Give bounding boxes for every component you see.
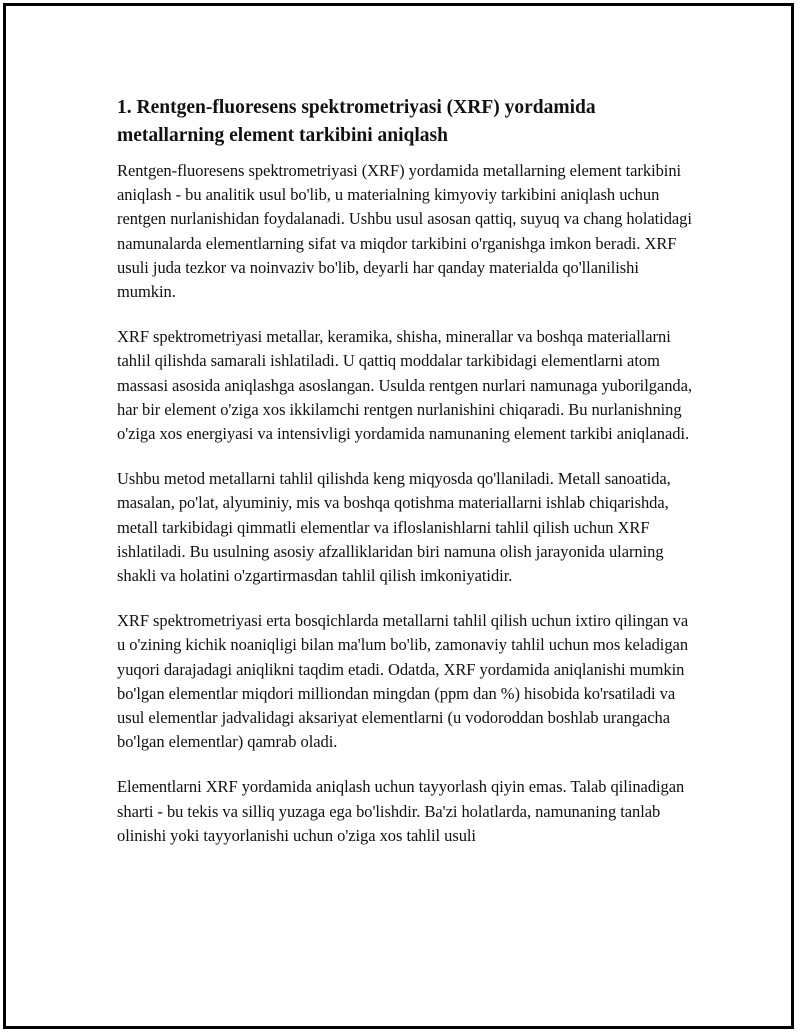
paragraph-2: XRF spektrometriyasi metallar, keramika, shisha, minerallar va boshqa materiallarni tahlil qilishda samarali ishlatiladi. U qattiq moddalar tarkibidagi elementlarni atom massasi asosida aniqlashga asoslangan. Usulda rentgen nurlari namunaga yuborilganda, har bir element o'ziga xos ikkilamchi rentgen nurlanishini chiqaradi. Bu nurlanishning o'ziga xos energiyasi va intensivligi yordamida namunaning element tarkibi aniqlanadi. <box>117 327 692 444</box>
paragraph-3: Ushbu metod metallarni tahlil qilishda keng miqyosda qo'llaniladi. Metall sanoatida, masalan, po'lat, alyuminiy, mis va boshqa qotishma materiallarni ishlab chiqarishda, metall tarkibidagi qimmatli elementlar va ifloslanishlarni tahlil qilish uchun XRF ishlatiladi. Bu usulning asosiy afzalliklaridan biri namuna olish jarayonida ularning shakli va holatini o'zgartirmasdan tahlil qilish imkoniyatidir. <box>117 469 671 586</box>
document-body <box>117 94 697 869</box>
section-heading: 1. Rentgen-fluoresens spektrometriyasi (XRF) yordamida metallarning element tarkibini aniqlash <box>117 97 596 146</box>
paragraph-5: Elementlarni XRF yordamida aniqlash uchun tayyorlash qiyin emas. Talab qilinadigan sharti - bu tekis va silliq yuzaga ega bo'lishdir. Ba'zi holatlarda, namunaning tanlab olinishi yoki tayyorlanishi uchun o'ziga xos tahlil usuli <box>117 777 685 845</box>
paragraph-1: Rentgen-fluoresens spektrometriyasi (XRF) yordamida metallarning element tarkibini aniqlash - bu analitik usul bo'lib, u materialning kimyoviy tarkibini aniqlash uchun rentgen nurlanishidan foydalanadi. Ushbu usul asosan qattiq, suyuq va chang holatidagi namunalarda elementlarning sifat va miqdor tarkibini o'rganishga imkon beradi. XRF usuli juda tezkor va noinvaziv bo'lib, deyarli har qanday materialda qo'llanilishi mumkin. <box>117 161 692 302</box>
paragraph-4: XRF spektrometriyasi erta bosqichlarda metallarni tahlil qilish uchun ixtiro qilingan va u o'zining kichik noaniqligi bilan ma'lum bo'lib, zamonaviy tahlil uchun mos keladigan yuqori darajadagi aniqlikni taqdim etadi. Odatda, XRF yordamida aniqlanishi mumkin bo'lgan elementlar miqdori milliondan mingdan (ppm dan %) hisobida ko'rsatiladi va usul elementlar jadvalidagi aksariyat elementlarni (u vodoroddan boshlab urangacha bo'lgan elementlar) qamrab oladi. <box>117 611 689 752</box>
